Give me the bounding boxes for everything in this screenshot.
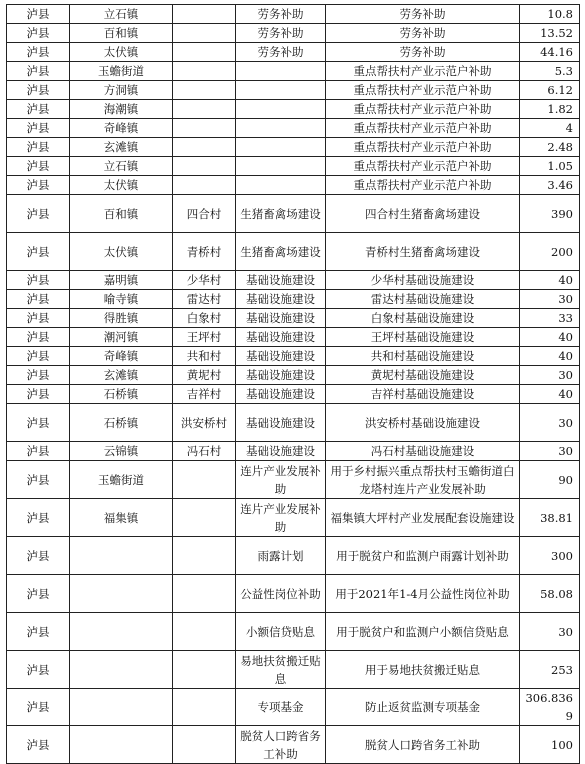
amount-cell: 253 (520, 651, 580, 689)
town-cell: 立石镇 (70, 5, 173, 24)
project-cell: 劳务补助 (236, 5, 326, 24)
town-cell: 潮河镇 (70, 328, 173, 347)
village-cell: 王坪村 (173, 328, 236, 347)
village-cell (173, 575, 236, 613)
village-cell (173, 726, 236, 764)
content-cell: 少华村基础设施建设 (326, 271, 520, 290)
table-row (7, 81, 580, 100)
county-cell: 泸县 (7, 404, 70, 442)
amount-cell: 44.16 (520, 43, 580, 62)
amount-cell: 30 (520, 613, 580, 651)
county-cell: 泸县 (7, 195, 70, 233)
table-row (7, 366, 580, 385)
project-cell: 易地扶贫搬迁贴息 (236, 651, 326, 689)
table-row (7, 689, 580, 726)
county-cell: 泸县 (7, 575, 70, 613)
county-cell: 泸县 (7, 442, 70, 461)
table-row (7, 290, 580, 309)
town-cell: 方洞镇 (70, 81, 173, 100)
project-cell: 劳务补助 (236, 43, 326, 62)
project-cell: 生猪畜禽场建设 (236, 195, 326, 233)
amount-cell: 30 (520, 366, 580, 385)
project-cell: 基础设施建设 (236, 404, 326, 442)
amount-cell: 30 (520, 290, 580, 309)
project-cell: 基础设施建设 (236, 290, 326, 309)
amount-cell: 390 (520, 195, 580, 233)
amount-cell: 58.08 (520, 575, 580, 613)
village-cell (173, 499, 236, 537)
content-cell: 用于乡村振兴重点帮扶村玉蟾街道白龙塔村连片产业发展补助 (326, 461, 520, 499)
county-cell: 泸县 (7, 385, 70, 404)
table-row (7, 233, 580, 271)
document-sheet (6, 4, 580, 764)
amount-cell: 30 (520, 442, 580, 461)
content-cell: 青桥村生猪畜禽场建设 (326, 233, 520, 271)
project-cell: 基础设施建设 (236, 347, 326, 366)
table-row (7, 613, 580, 651)
amount-cell: 2.48 (520, 138, 580, 157)
content-cell: 王坪村基础设施建设 (326, 328, 520, 347)
project-cell: 专项基金 (236, 689, 326, 726)
county-cell: 泸县 (7, 5, 70, 24)
table-row (7, 442, 580, 461)
village-cell: 吉祥村 (173, 385, 236, 404)
county-cell: 泸县 (7, 347, 70, 366)
table-row (7, 157, 580, 176)
project-cell: 基础设施建设 (236, 271, 326, 290)
county-cell: 泸县 (7, 290, 70, 309)
town-cell (70, 613, 173, 651)
village-cell (173, 157, 236, 176)
project-cell: 劳务补助 (236, 24, 326, 43)
village-cell: 白象村 (173, 309, 236, 328)
project-cell (236, 138, 326, 157)
village-cell (173, 138, 236, 157)
town-cell: 福集镇 (70, 499, 173, 537)
town-cell: 太伏镇 (70, 233, 173, 271)
project-cell: 基础设施建设 (236, 442, 326, 461)
county-cell: 泸县 (7, 613, 70, 651)
county-cell: 泸县 (7, 157, 70, 176)
village-cell (173, 81, 236, 100)
amount-cell: 3.46 (520, 176, 580, 195)
project-cell (236, 176, 326, 195)
village-cell (173, 176, 236, 195)
amount-cell: 40 (520, 328, 580, 347)
content-cell: 用于脱贫户和监测户小额信贷贴息 (326, 613, 520, 651)
county-cell: 泸县 (7, 328, 70, 347)
table-row (7, 100, 580, 119)
amount-cell: 1.05 (520, 157, 580, 176)
village-cell (173, 43, 236, 62)
table-row (7, 271, 580, 290)
amount-cell: 6.12 (520, 81, 580, 100)
amount-cell: 306.8369 (520, 689, 580, 726)
county-cell: 泸县 (7, 62, 70, 81)
town-cell (70, 537, 173, 575)
amount-cell: 90 (520, 461, 580, 499)
content-cell: 重点帮扶村产业示范户补助 (326, 81, 520, 100)
village-cell (173, 537, 236, 575)
village-cell (173, 62, 236, 81)
table-body (7, 5, 580, 764)
content-cell: 脱贫人口跨省务工补助 (326, 726, 520, 764)
town-cell: 奇峰镇 (70, 119, 173, 138)
project-cell (236, 62, 326, 81)
amount-cell: 200 (520, 233, 580, 271)
county-cell: 泸县 (7, 461, 70, 499)
town-cell: 石桥镇 (70, 385, 173, 404)
village-cell: 青桥村 (173, 233, 236, 271)
table-row (7, 385, 580, 404)
village-cell: 雷达村 (173, 290, 236, 309)
village-cell (173, 651, 236, 689)
town-cell: 玄滩镇 (70, 138, 173, 157)
village-cell (173, 5, 236, 24)
amount-cell: 38.81 (520, 499, 580, 537)
content-cell: 四合村生猪畜禽场建设 (326, 195, 520, 233)
county-cell: 泸县 (7, 366, 70, 385)
project-cell (236, 81, 326, 100)
town-cell: 喻寺镇 (70, 290, 173, 309)
project-cell: 生猪畜禽场建设 (236, 233, 326, 271)
amount-cell: 10.8 (520, 5, 580, 24)
county-cell: 泸县 (7, 24, 70, 43)
county-cell: 泸县 (7, 309, 70, 328)
amount-cell: 40 (520, 385, 580, 404)
county-cell: 泸县 (7, 499, 70, 537)
county-cell: 泸县 (7, 726, 70, 764)
amount-cell: 300 (520, 537, 580, 575)
village-cell: 四合村 (173, 195, 236, 233)
project-cell: 基础设施建设 (236, 328, 326, 347)
county-cell: 泸县 (7, 43, 70, 62)
county-cell: 泸县 (7, 100, 70, 119)
village-cell: 黄坭村 (173, 366, 236, 385)
village-cell (173, 461, 236, 499)
content-cell: 用于2021年1-4月公益性岗位补助 (326, 575, 520, 613)
content-cell: 重点帮扶村产业示范户补助 (326, 157, 520, 176)
town-cell: 太伏镇 (70, 176, 173, 195)
county-cell: 泸县 (7, 651, 70, 689)
content-cell: 劳务补助 (326, 24, 520, 43)
table-row (7, 575, 580, 613)
table-row (7, 195, 580, 233)
amount-cell: 33 (520, 309, 580, 328)
town-cell: 玉蟾街道 (70, 62, 173, 81)
town-cell (70, 651, 173, 689)
village-cell (173, 24, 236, 43)
table-row (7, 404, 580, 442)
amount-cell: 5.3 (520, 62, 580, 81)
project-cell: 公益性岗位补助 (236, 575, 326, 613)
amount-cell: 1.82 (520, 100, 580, 119)
town-cell: 嘉明镇 (70, 271, 173, 290)
funding-table (6, 4, 580, 764)
content-cell: 白象村基础设施建设 (326, 309, 520, 328)
project-cell (236, 119, 326, 138)
project-cell (236, 100, 326, 119)
table-row (7, 43, 580, 62)
town-cell: 海潮镇 (70, 100, 173, 119)
county-cell: 泸县 (7, 138, 70, 157)
content-cell: 雷达村基础设施建设 (326, 290, 520, 309)
table-row (7, 328, 580, 347)
project-cell: 基础设施建设 (236, 385, 326, 404)
amount-cell: 13.52 (520, 24, 580, 43)
town-cell: 玄滩镇 (70, 366, 173, 385)
town-cell (70, 575, 173, 613)
table-row (7, 651, 580, 689)
county-cell: 泸县 (7, 176, 70, 195)
county-cell: 泸县 (7, 689, 70, 726)
project-cell: 脱贫人口跨省务工补助 (236, 726, 326, 764)
county-cell: 泸县 (7, 119, 70, 138)
village-cell (173, 689, 236, 726)
content-cell: 黄坭村基础设施建设 (326, 366, 520, 385)
town-cell (70, 689, 173, 726)
project-cell (236, 157, 326, 176)
town-cell: 得胜镇 (70, 309, 173, 328)
table-row (7, 119, 580, 138)
town-cell: 云锦镇 (70, 442, 173, 461)
table-row (7, 726, 580, 764)
content-cell: 重点帮扶村产业示范户补助 (326, 119, 520, 138)
content-cell: 共和村基础设施建设 (326, 347, 520, 366)
amount-cell: 4 (520, 119, 580, 138)
content-cell: 劳务补助 (326, 43, 520, 62)
project-cell: 基础设施建设 (236, 366, 326, 385)
content-cell: 防止返贫监测专项基金 (326, 689, 520, 726)
town-cell: 太伏镇 (70, 43, 173, 62)
content-cell: 重点帮扶村产业示范户补助 (326, 100, 520, 119)
table-row (7, 537, 580, 575)
amount-cell: 30 (520, 404, 580, 442)
content-cell: 洪安桥村基础设施建设 (326, 404, 520, 442)
content-cell: 用于易地扶贫搬迁贴息 (326, 651, 520, 689)
project-cell: 小额信贷贴息 (236, 613, 326, 651)
village-cell (173, 613, 236, 651)
content-cell: 吉祥村基础设施建设 (326, 385, 520, 404)
content-cell: 重点帮扶村产业示范户补助 (326, 62, 520, 81)
table-row (7, 62, 580, 81)
amount-cell: 40 (520, 271, 580, 290)
town-cell: 奇峰镇 (70, 347, 173, 366)
village-cell (173, 119, 236, 138)
project-cell: 连片产业发展补助 (236, 499, 326, 537)
town-cell: 百和镇 (70, 195, 173, 233)
table-row (7, 347, 580, 366)
town-cell (70, 726, 173, 764)
content-cell: 重点帮扶村产业示范户补助 (326, 176, 520, 195)
town-cell: 石桥镇 (70, 404, 173, 442)
table-row (7, 176, 580, 195)
table-row (7, 24, 580, 43)
table-row (7, 499, 580, 537)
project-cell: 连片产业发展补助 (236, 461, 326, 499)
project-cell: 雨露计划 (236, 537, 326, 575)
town-cell: 百和镇 (70, 24, 173, 43)
village-cell (173, 100, 236, 119)
village-cell: 冯石村 (173, 442, 236, 461)
town-cell: 立石镇 (70, 157, 173, 176)
county-cell: 泸县 (7, 233, 70, 271)
village-cell: 共和村 (173, 347, 236, 366)
amount-cell: 40 (520, 347, 580, 366)
project-cell: 基础设施建设 (236, 309, 326, 328)
content-cell: 劳务补助 (326, 5, 520, 24)
town-cell: 玉蟾街道 (70, 461, 173, 499)
amount-cell: 100 (520, 726, 580, 764)
content-cell: 重点帮扶村产业示范户补助 (326, 138, 520, 157)
village-cell: 洪安桥村 (173, 404, 236, 442)
content-cell: 福集镇大坪村产业发展配套设施建设 (326, 499, 520, 537)
county-cell: 泸县 (7, 81, 70, 100)
table-row (7, 138, 580, 157)
content-cell: 用于脱贫户和监测户雨露计划补助 (326, 537, 520, 575)
county-cell: 泸县 (7, 271, 70, 290)
table-row (7, 309, 580, 328)
table-row (7, 461, 580, 499)
content-cell: 冯石村基础设施建设 (326, 442, 520, 461)
county-cell: 泸县 (7, 537, 70, 575)
table-row (7, 5, 580, 24)
village-cell: 少华村 (173, 271, 236, 290)
